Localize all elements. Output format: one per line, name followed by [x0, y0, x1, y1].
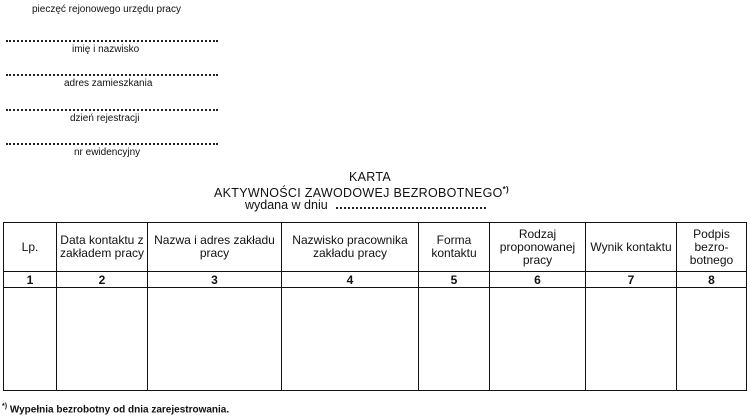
col-number-3: 3 [148, 272, 282, 288]
activity-table [3, 222, 747, 391]
col-number-1: 1 [4, 272, 57, 288]
col-number-4: 4 [282, 272, 419, 288]
title-main-text: AKTYWNOŚCI ZAWODOWEJ BEZROBOTNEGO [214, 186, 503, 201]
col-header-contact-date: Data kontaktu z zakładem pracy [57, 223, 148, 272]
col-number-6: 6 [490, 272, 586, 288]
table-row [4, 288, 747, 391]
address-field-line[interactable] [6, 74, 218, 76]
title-karta: KARTA [348, 170, 392, 184]
name-field-line[interactable] [6, 40, 218, 42]
title-issued [245, 198, 486, 212]
table-number-row [4, 272, 747, 288]
issued-date-field[interactable] [336, 198, 486, 209]
registration-date-field-line[interactable] [6, 109, 218, 111]
record-number-field-line[interactable] [6, 143, 218, 145]
table-cell[interactable] [148, 288, 282, 391]
col-number-8: 8 [677, 272, 747, 288]
stamp-label: pieczęć rejonowego urzędu pracy [32, 4, 181, 15]
name-field-label: imię i nazwisko [72, 44, 140, 55]
table-cell[interactable] [419, 288, 490, 391]
address-field-label: adres zamieszkania [64, 78, 153, 89]
table-header-row [4, 223, 747, 272]
col-number-5: 5 [419, 272, 490, 288]
col-number-7: 7 [586, 272, 677, 288]
footnote-text: Wypełnia bezrobotny od dnia zarejestrowania. [9, 404, 230, 416]
title-footnote-mark: *) [502, 185, 510, 194]
col-header-employer-name: Nazwa i adres zakładu pracy [148, 223, 282, 272]
col-header-signature: Podpis bezro-botnego [677, 223, 747, 272]
col-header-job-type: Rodzaj proponowanej pracy [490, 223, 586, 272]
table-cell[interactable] [57, 288, 148, 391]
record-number-field-label: nr ewidencyjny [74, 147, 141, 158]
table-cell[interactable] [586, 288, 677, 391]
col-header-contact-form: Forma kontaktu [419, 223, 490, 272]
col-header-contact-result: Wynik kontaktu [586, 223, 677, 272]
footnote-mark: *) [2, 403, 8, 410]
registration-date-field-label: dzień rejestracji [70, 113, 140, 124]
col-header-employee-name: Nazwisko pracownika zakładu pracy [282, 223, 419, 272]
table-cell[interactable] [282, 288, 419, 391]
issued-date-label: wydana w dniu [245, 198, 328, 212]
col-number-2: 2 [57, 272, 148, 288]
col-header-lp: Lp. [4, 223, 57, 272]
table-cell[interactable] [677, 288, 747, 391]
table-cell[interactable] [4, 288, 57, 391]
table-cell[interactable] [490, 288, 586, 391]
